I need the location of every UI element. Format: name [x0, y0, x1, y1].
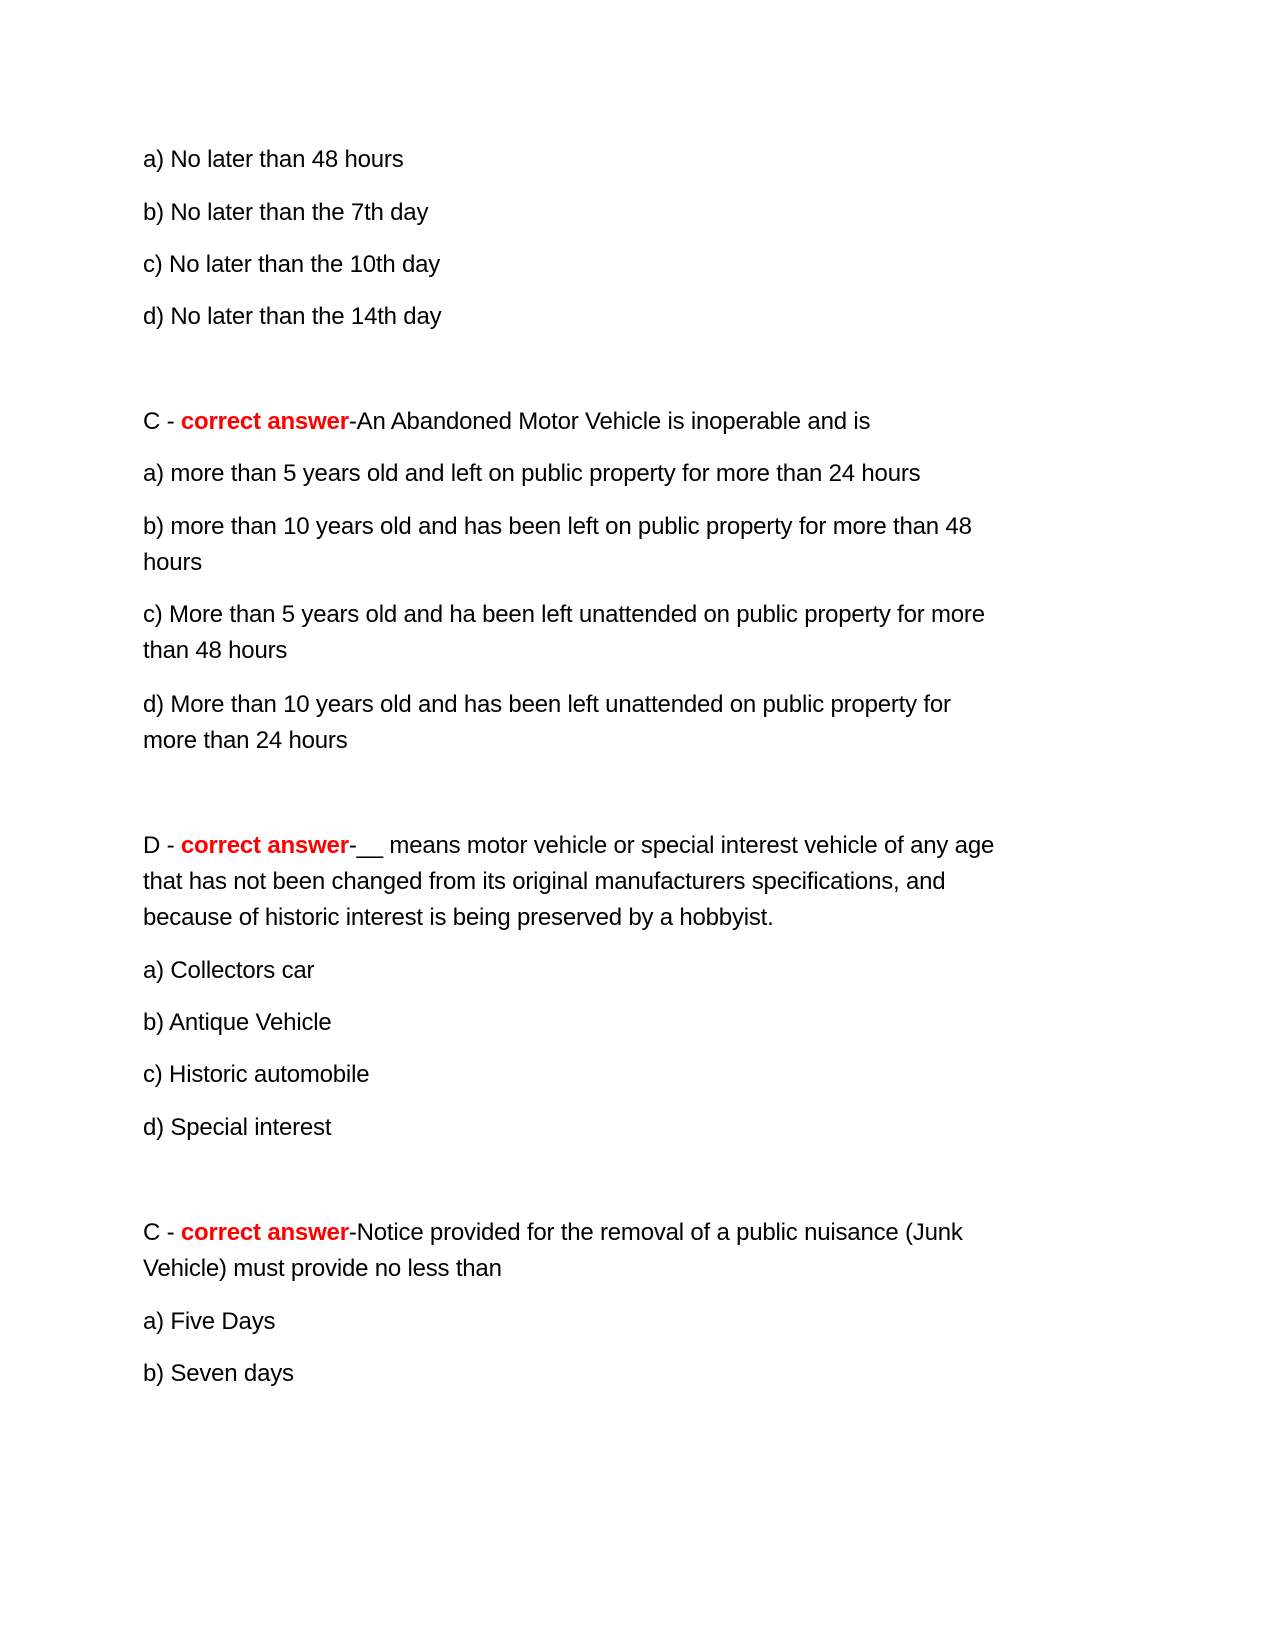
option-a: a) Collectors car [143, 957, 315, 984]
question-text-line3: because of historic interest is being preserved by a hobbyist. [143, 904, 774, 931]
option-c-continued: than 48 hours [143, 637, 288, 664]
correct-answer-label: correct answer [180, 408, 349, 435]
option-c: c) More than 5 years old and ha been left unattended on public property for more [143, 601, 985, 628]
question-abandoned-vehicle [143, 404, 1123, 440]
option-b-continued: hours [143, 549, 203, 576]
answer-prefix: C - [143, 1219, 181, 1246]
option-d-continued: more than 24 hours [143, 727, 348, 754]
correct-answer-label: correct answer [180, 1219, 349, 1246]
answer-prefix: D - [143, 832, 181, 859]
question-text-line2: Vehicle) must provide no less than [143, 1255, 502, 1282]
option-c: c) Historic automobile [143, 1061, 370, 1088]
option-d: d) Special interest [143, 1114, 332, 1141]
question-antique-vehicle [143, 828, 1123, 864]
question-text: -An Abandoned Motor Vehicle is inoperable and is [348, 408, 871, 435]
option-b: b) Antique Vehicle [143, 1009, 332, 1036]
option-a: a) No later than 48 hours [143, 146, 404, 173]
question-text: -__ means motor vehicle or special interest vehicle of any age [348, 832, 995, 859]
option-c: c) No later than the 10th day [143, 251, 441, 278]
option-d: d) No later than the 14th day [143, 303, 442, 330]
option-a: a) more than 5 years old and left on public property for more than 24 hours [143, 460, 921, 487]
question-text-line2: that has not been changed from its original manufacturers specifications, and [143, 868, 946, 895]
option-b: b) No later than the 7th day [143, 199, 429, 226]
question-text: -Notice provided for the removal of a public nuisance (Junk [348, 1219, 963, 1246]
option-d: d) More than 10 years old and has been left unattended on public property for [143, 691, 951, 718]
option-b: b) Seven days [143, 1360, 294, 1387]
option-b: b) more than 10 years old and has been left on public property for more than 48 [143, 513, 972, 540]
correct-answer-label: correct answer [180, 832, 349, 859]
option-a: a) Five Days [143, 1308, 276, 1335]
answer-prefix: C - [143, 408, 181, 435]
question-junk-vehicle-notice [143, 1215, 1123, 1251]
